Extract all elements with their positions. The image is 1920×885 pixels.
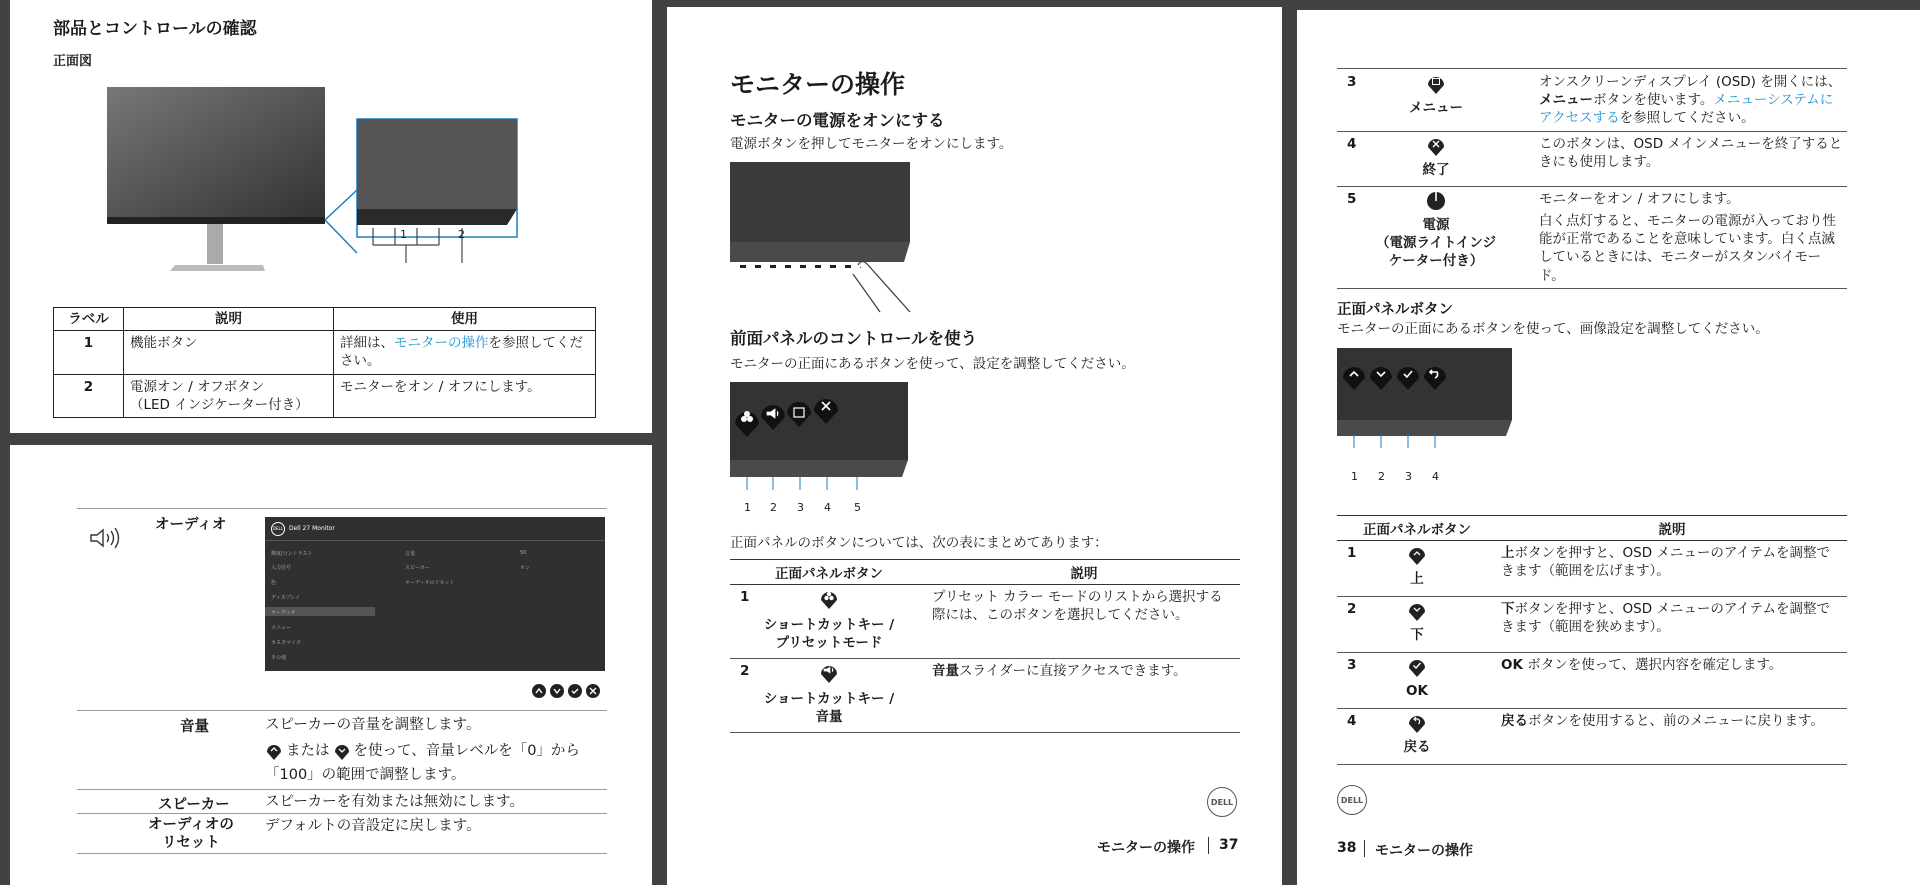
button-name: 終了	[1422, 161, 1450, 178]
dell-logo	[1337, 785, 1367, 815]
ok-button-icon	[1407, 656, 1427, 678]
table-row	[54, 331, 596, 374]
desc-text: ボタンを使って、選択内容を確定します。	[1522, 657, 1783, 673]
button-number: 4	[1432, 470, 1439, 483]
osd-menu-item: 入力信号	[271, 565, 292, 571]
row-num: 2	[1347, 601, 1357, 617]
osd-value: オン	[520, 565, 531, 571]
row-use: モニターをオン / オフにします。	[334, 374, 596, 417]
row-desc-line2: （LED インジケーター付き）	[130, 396, 309, 413]
divider	[77, 508, 607, 509]
table-row	[1337, 709, 1847, 765]
button-name-line2: 音量	[815, 709, 843, 726]
button-number: 3	[1405, 470, 1412, 483]
osd-menu-item: メニュー	[271, 625, 292, 631]
front-panel-buttons-illustration	[730, 382, 915, 497]
row-desc-audio-reset: デフォルトの音設定に戻します。	[265, 818, 481, 834]
manual-page-38	[1297, 10, 1920, 885]
row-desc	[928, 659, 1240, 733]
col-header-desc: 説明	[928, 560, 1240, 585]
desc-text: オンスクリーンディスプレイ (OSD) を開くには、	[1539, 74, 1842, 90]
osd-audio-screenshot	[265, 517, 605, 671]
page-number: 37	[1219, 837, 1239, 853]
row-num: 3	[1347, 74, 1357, 90]
osd-menu-item: 輝度/コントラスト	[271, 551, 313, 557]
panel-paragraph: モニターの正面にあるボタンを使って、画像設定を調整してください。	[1337, 321, 1769, 337]
footer-divider	[1208, 837, 1209, 854]
osd-title: Dell 27 Monitor	[289, 525, 335, 532]
osd-menu-item: オーディオ	[271, 610, 296, 616]
page-title: 部品とコントロールの確認	[53, 19, 257, 39]
dell-logo-icon: DELL	[271, 522, 285, 536]
use-text-end: を参照してください。	[340, 335, 583, 370]
row-label-volume: 音量	[180, 719, 209, 735]
up-button-icon	[1407, 544, 1427, 566]
table-row	[1337, 70, 1847, 131]
button-name: 戻る	[1403, 739, 1431, 755]
desc-bold: 下	[1501, 601, 1515, 617]
table-row	[1337, 186, 1847, 288]
manual-page-parts	[10, 0, 652, 433]
row-num: 1	[740, 589, 750, 605]
divider	[77, 853, 607, 854]
button-number: 2	[770, 501, 777, 514]
osd-header	[265, 517, 605, 541]
table-row	[730, 585, 1240, 659]
front-panel-nav-buttons-illustration	[1337, 348, 1517, 458]
row-num: 5	[1347, 190, 1357, 207]
desc-bold: OK	[1501, 657, 1523, 673]
table-row	[54, 374, 596, 417]
desc-line2: 白く点灯すると、モニターの電源が入っており性能が正常であることを意味しています。白く点滅しているときには、モニターがスタンバイモード。	[1539, 212, 1836, 284]
row-desc: このボタンは、OSD メインメニューを終了するときにも使用します。	[1535, 131, 1847, 186]
speaker-icon	[88, 527, 122, 549]
button-cell	[730, 585, 928, 659]
footer-divider	[1364, 840, 1365, 857]
button-number: 2	[1378, 470, 1385, 483]
row-num: 2	[740, 663, 750, 679]
monitor-front-view-illustration	[95, 85, 525, 285]
desc-text: を参照してください。	[1619, 110, 1755, 127]
footer-title: モニターの操作	[1375, 843, 1473, 859]
button-number: 1	[1351, 470, 1358, 483]
page-number: 38	[1337, 840, 1357, 856]
row-label: 2	[54, 374, 124, 417]
button-cell	[1337, 70, 1535, 131]
button-number: 1	[744, 501, 751, 514]
row-desc	[1497, 541, 1847, 597]
down-button-icon	[1407, 600, 1427, 622]
button-name-line1: ショートカットキー /	[763, 617, 895, 633]
row-num: 1	[1347, 545, 1357, 561]
link-monitor-operation[interactable]: モニターの操作	[394, 335, 489, 352]
row-desc-volume-2	[265, 741, 580, 761]
osd-option: オーディオのリセット	[405, 580, 455, 586]
row-label-audio-reset	[148, 816, 234, 852]
row-desc-volume-3: 「100」の範囲で調整します。	[265, 767, 466, 783]
row-desc-volume: スピーカーの音量を調整します。	[265, 717, 481, 733]
row-num: 3	[1347, 657, 1357, 673]
desc-bold: 音量	[932, 663, 959, 679]
row-label-line2: リセット	[161, 835, 220, 852]
row-label-line1: オーディオの	[148, 817, 234, 833]
button-cell	[1337, 186, 1535, 288]
text-use: を使って、音量レベルを「0」から	[353, 743, 580, 759]
table-row	[1337, 653, 1847, 709]
front-panel-paragraph: モニターの正面にあるボタンを使って、設定を調整してください。	[730, 356, 1135, 372]
row-desc	[1497, 597, 1847, 653]
row-desc-line1: 電源オン / オフボタン	[130, 378, 265, 395]
row-desc	[1497, 709, 1847, 765]
manual-page-audio	[10, 445, 652, 885]
button-name-line2: （電源ライトインジ	[1375, 234, 1497, 251]
logo-text: DELL	[1210, 797, 1234, 807]
osd-menu-item: ディスプレイ	[271, 595, 301, 601]
row-desc	[124, 374, 334, 417]
row-num: 4	[1347, 713, 1357, 729]
osd-option: スピーカー	[405, 565, 430, 571]
row-use	[334, 331, 596, 374]
button-name-line3: ケーター付き）	[1388, 253, 1484, 270]
footer-title: モニターの操作	[1097, 840, 1195, 856]
row-desc-speaker: スピーカーを有効または無効にします。	[265, 794, 524, 810]
button-name: 上	[1410, 571, 1424, 587]
button-number: 3	[797, 501, 804, 514]
col-header-use: 使用	[334, 308, 596, 331]
osd-menu-item: その他	[271, 655, 287, 661]
desc-text: ボタンを押すと、OSD メニューのアイテムを調整できます（範囲を広げます）。	[1501, 545, 1830, 580]
table-intro: 正面パネルのボタンについては、次の表にまとめてあります：	[730, 535, 1108, 551]
buttons-table-continued	[1337, 70, 1847, 289]
panel-buttons-table	[1337, 515, 1847, 765]
front-panel-table	[730, 559, 1240, 733]
desc-text: ボタンを押すと、OSD メニューのアイテムを調整できます（範囲を狭めます）。	[1501, 601, 1830, 636]
volume-icon	[819, 662, 839, 684]
osd-menu-item: 色	[271, 580, 277, 586]
section-panel-buttons: 正面パネルボタン	[1337, 302, 1453, 318]
table-row	[1337, 131, 1847, 186]
callout-2: 2	[458, 228, 465, 241]
row-desc: プリセット カラー モードのリストから選択する際には、このボタンを選択してください。	[928, 585, 1240, 659]
button-name: メニュー	[1409, 100, 1463, 116]
section-front-panel: 前面パネルのコントロールを使う	[730, 329, 978, 348]
col-header-desc: 説明	[1497, 516, 1847, 541]
row-label-speaker: スピーカー	[158, 797, 230, 813]
dell-logo	[1207, 787, 1237, 817]
power-button-illustration	[730, 162, 920, 317]
osd-option: 音量	[405, 551, 416, 557]
table-row	[1337, 597, 1847, 653]
divider	[77, 789, 607, 790]
row-desc	[1535, 186, 1847, 288]
osd-value: 50	[520, 550, 527, 556]
button-number: 4	[824, 501, 831, 514]
osd-nav-button-icons	[530, 682, 610, 704]
row-desc	[1535, 70, 1847, 131]
use-text: 詳細は、	[340, 335, 394, 352]
button-cell	[1337, 653, 1497, 709]
button-cell	[730, 659, 928, 733]
logo-text: DELL	[1340, 795, 1364, 805]
section-title: 正面図	[53, 54, 93, 69]
menu-icon	[1426, 73, 1446, 95]
desc-text: スライダーに直接アクセスできます。	[959, 663, 1187, 679]
text-or: または	[286, 743, 330, 759]
desc-bold: メニュー	[1539, 92, 1593, 109]
row-desc	[1497, 653, 1847, 709]
down-button-icon	[333, 741, 351, 761]
desc-bold: 上	[1501, 545, 1515, 561]
desc-text: ボタンを使用すると、前のメニューに戻ります。	[1528, 713, 1824, 729]
row-num: 4	[1347, 135, 1357, 152]
button-cell	[1337, 131, 1535, 186]
col-header-button: 正面パネルボタン	[1337, 516, 1497, 541]
divider	[1337, 68, 1847, 69]
row-desc: 機能ボタン	[124, 331, 334, 374]
row-label: 1	[54, 331, 124, 374]
audio-label: オーディオ	[155, 517, 227, 533]
col-header-label: ラベル	[54, 308, 124, 331]
col-header-button: 正面パネルボタン	[730, 560, 928, 585]
power-paragraph: 電源ボタンを押してモニターをオンにします。	[730, 136, 1013, 152]
parts-table	[53, 307, 596, 418]
button-name-line2: プリセットモード	[775, 635, 883, 652]
button-cell	[1337, 541, 1497, 597]
divider	[77, 813, 607, 814]
desc-bold: 戻る	[1501, 713, 1528, 729]
osd-menu-item: カスタマイズ	[271, 640, 301, 646]
link-menu-system[interactable]: メニューシステムにアクセスする	[1539, 92, 1834, 127]
desc-text: ボタンを使います。	[1593, 92, 1714, 109]
table-row	[730, 659, 1240, 733]
preset-mode-icon	[819, 588, 839, 610]
divider	[77, 710, 607, 711]
button-name-line1: ショートカットキー /	[763, 691, 895, 707]
button-cell	[1337, 709, 1497, 765]
manual-page-37	[667, 7, 1282, 885]
back-button-icon	[1407, 712, 1427, 734]
callout-1: 1	[400, 228, 407, 241]
power-icon	[1425, 190, 1447, 212]
exit-icon	[1426, 135, 1446, 157]
page-title: モニターの操作	[730, 70, 906, 99]
up-button-icon	[265, 741, 283, 761]
button-name: OK	[1406, 683, 1428, 699]
button-cell	[1337, 597, 1497, 653]
button-name: 電源	[1422, 216, 1450, 233]
col-header-desc: 説明	[124, 308, 334, 331]
button-number: 5	[854, 501, 861, 514]
section-power-on: モニターの電源をオンにする	[730, 111, 945, 130]
desc-line1: モニターをオン / オフにします。	[1539, 190, 1740, 207]
table-row	[1337, 541, 1847, 597]
button-name: 下	[1410, 627, 1424, 643]
